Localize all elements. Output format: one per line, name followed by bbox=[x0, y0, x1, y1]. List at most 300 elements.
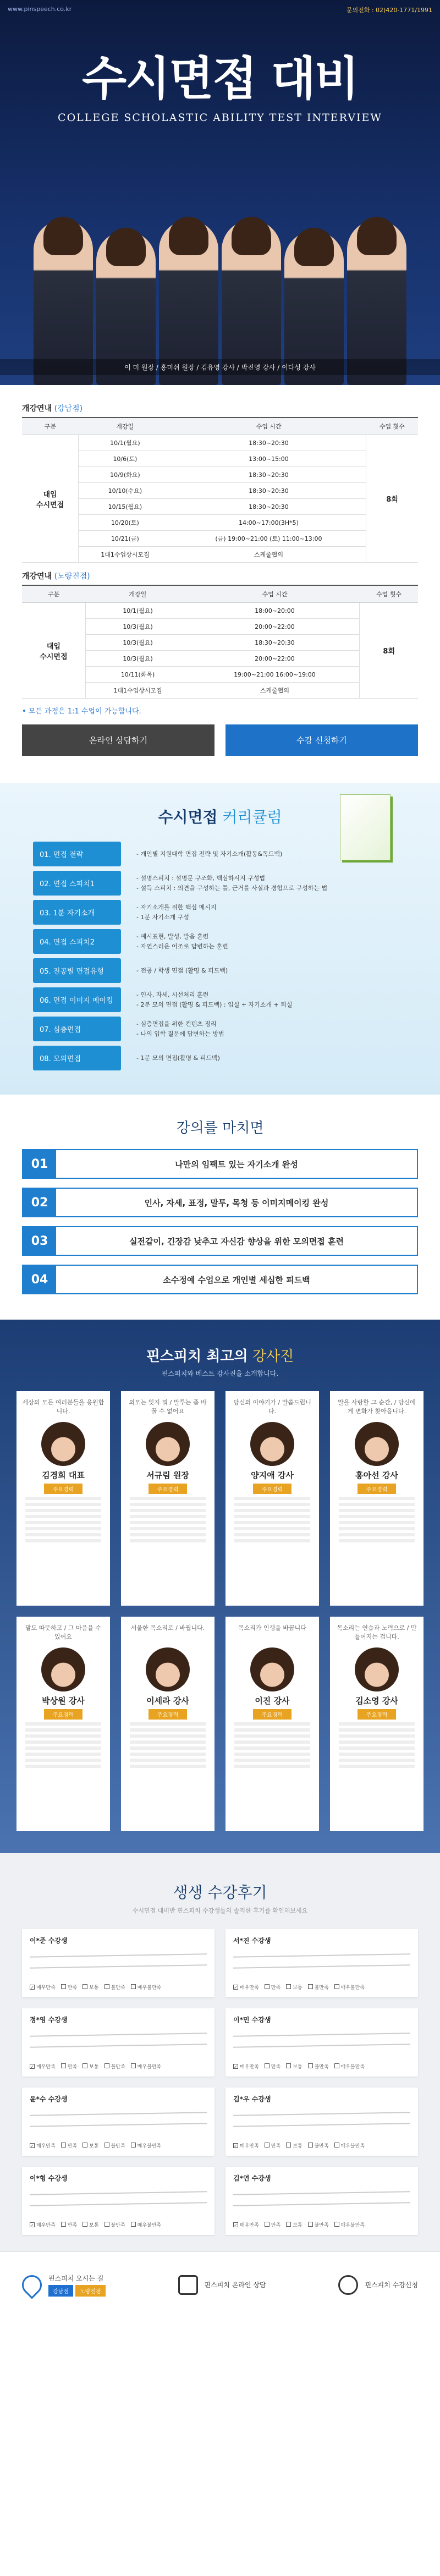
checkbox-icon: ✓ bbox=[30, 1985, 34, 1990]
nowon-schedule-table bbox=[22, 585, 418, 699]
career-line bbox=[339, 1753, 415, 1756]
career-line bbox=[234, 1497, 310, 1500]
rating-option: 만족 bbox=[265, 1984, 280, 1991]
career-line bbox=[25, 1533, 101, 1536]
outcome-text: 실전같이, 긴장감 낮추고 자신감 향상을 위한 모의면접 훈련 bbox=[129, 1236, 344, 1246]
career-line bbox=[339, 1539, 415, 1542]
online-consult-button[interactable]: 온라인 상담하기 bbox=[22, 724, 215, 756]
career-badge: 주요경력 bbox=[358, 1484, 396, 1494]
checkbox-icon bbox=[105, 2222, 109, 2227]
search-icon bbox=[338, 2275, 358, 2295]
career-line bbox=[25, 1753, 101, 1756]
teacher-photo bbox=[250, 1647, 294, 1691]
checkbox-icon bbox=[265, 2222, 270, 2227]
checkbox-icon bbox=[61, 1984, 66, 1989]
career-line bbox=[130, 1527, 206, 1530]
rating-option: 매우불만족 bbox=[334, 2142, 365, 2149]
career-line bbox=[25, 1521, 101, 1524]
outcome-text: 인사, 자세, 표정, 말투, 목청 등 이미지메이킹 완성 bbox=[144, 1198, 329, 1208]
review-card bbox=[22, 2167, 215, 2235]
checkbox-icon bbox=[61, 2143, 66, 2147]
gangnam-schedule-title: 개강연내 (강남점) bbox=[22, 404, 83, 413]
checkbox-icon: ✓ bbox=[30, 2223, 34, 2228]
checkbox-icon bbox=[286, 2143, 291, 2147]
curriculum-row bbox=[33, 987, 407, 1012]
checkbox-icon bbox=[334, 2063, 339, 2068]
start-date-cell: 10/3(월요) bbox=[85, 651, 190, 667]
class-time-cell: 18:30~20:30 bbox=[190, 635, 360, 651]
class-time-cell: 18:30~20:30 bbox=[172, 483, 366, 499]
teacher-tagline: 말도 따뜻하고 / 그 마음을 수 있어요 bbox=[25, 1624, 102, 1640]
rating-option: 매우불만족 bbox=[131, 2142, 161, 2149]
start-date-cell: 10/3(월요) bbox=[85, 635, 190, 651]
start-date-cell: 10/1(월요) bbox=[79, 435, 172, 451]
career-line bbox=[130, 1765, 206, 1768]
table-row bbox=[22, 531, 418, 547]
class-count: 8회 bbox=[366, 435, 418, 563]
gangnam-schedule-table bbox=[22, 417, 418, 563]
teacher-photo bbox=[355, 1647, 399, 1691]
outcome-number: 03 bbox=[23, 1227, 56, 1255]
teacher-tagline: 외모는 잊지 뭐 / 말투는 좀 바꿀 수 없어요 bbox=[129, 1399, 207, 1415]
outcome-row bbox=[22, 1149, 418, 1179]
site-url[interactable]: www.pinspeech.co.kr bbox=[8, 6, 72, 13]
rating-option: 매우불만족 bbox=[131, 1984, 161, 1991]
rating-option: 만족 bbox=[265, 2221, 280, 2228]
rating-option: 만족 bbox=[265, 2063, 280, 2070]
class-time-cell: 스케줄협의 bbox=[172, 547, 366, 563]
career-line bbox=[234, 1521, 310, 1524]
start-date-cell: 10/15(월요) bbox=[79, 499, 172, 515]
rating-option: 매우불만족 bbox=[334, 1984, 365, 1991]
handwritten-line bbox=[30, 1953, 207, 1958]
handwritten-line bbox=[233, 1964, 410, 1969]
career-line bbox=[234, 1509, 310, 1512]
career-line bbox=[25, 1539, 101, 1542]
checkbox-icon: ✓ bbox=[234, 2064, 238, 2069]
teacher-card[interactable] bbox=[330, 1617, 424, 1831]
checkbox-icon bbox=[131, 1984, 136, 1989]
class-time-cell: 20:00~22:00 bbox=[190, 651, 360, 667]
checkbox-icon bbox=[286, 1984, 291, 1989]
table-row bbox=[22, 483, 418, 499]
handwritten-line bbox=[233, 1953, 410, 1958]
career-line bbox=[234, 1759, 310, 1762]
rating-option: 불만족 bbox=[308, 2221, 329, 2228]
career-line bbox=[339, 1728, 415, 1732]
review-card bbox=[22, 2008, 215, 2077]
rating-option: 만족 bbox=[265, 2142, 280, 2149]
curriculum-row bbox=[33, 1046, 407, 1070]
handwritten-line bbox=[30, 2033, 207, 2037]
curriculum-label: 08. 모의면접 bbox=[33, 1046, 121, 1070]
handwritten-line bbox=[30, 2202, 207, 2206]
curriculum-label: 05. 전공별 면접유형 bbox=[33, 958, 121, 983]
review-card bbox=[226, 2008, 418, 2077]
table-row bbox=[22, 515, 418, 531]
handwritten-line bbox=[233, 2123, 410, 2127]
handwritten-line bbox=[30, 2191, 207, 2195]
outcome-number: 04 bbox=[23, 1266, 56, 1293]
checkbox-icon bbox=[286, 2222, 291, 2227]
career-line bbox=[339, 1515, 415, 1518]
rating-option: ✓ 매우만족 bbox=[234, 1985, 259, 1991]
checkbox-icon bbox=[334, 2222, 339, 2227]
career-line bbox=[25, 1728, 101, 1732]
class-time-cell: 스케줄협의 bbox=[190, 683, 360, 699]
class-time-cell: 18:00~20:00 bbox=[190, 603, 360, 619]
checkbox-icon bbox=[105, 1984, 109, 1989]
map-pin-icon bbox=[18, 2271, 46, 2299]
curriculum-desc: - 개인별 지원대학 면접 전략 및 자기소개(활동&독드백) bbox=[136, 850, 283, 858]
teacher-photo bbox=[355, 1422, 399, 1466]
start-date-cell: 10/20(토) bbox=[79, 515, 172, 531]
teacher-photo bbox=[41, 1422, 85, 1466]
class-count: 8회 bbox=[360, 603, 418, 699]
checkbox-icon bbox=[105, 2063, 109, 2068]
rating-option: 매우불만족 bbox=[334, 2221, 365, 2228]
checkbox-icon bbox=[82, 2222, 87, 2227]
career-line bbox=[130, 1746, 206, 1750]
review-card bbox=[22, 2088, 215, 2156]
reviewer-name: 이*형 수강생 bbox=[30, 2174, 68, 2182]
rating-checklist bbox=[30, 2221, 207, 2228]
career-line bbox=[234, 1740, 310, 1744]
rating-option: 보통 bbox=[82, 1984, 98, 1991]
review-card bbox=[22, 1929, 215, 1997]
teacher-photo bbox=[41, 1647, 85, 1691]
career-line bbox=[234, 1533, 310, 1536]
career-line bbox=[339, 1740, 415, 1744]
checkbox-icon bbox=[308, 2143, 313, 2147]
curriculum-label: 06. 면접 이미지 메이킹 bbox=[33, 987, 121, 1012]
career-line bbox=[339, 1509, 415, 1512]
curriculum-label: 07. 심층면접 bbox=[33, 1017, 121, 1041]
checkbox-icon bbox=[265, 1984, 270, 1989]
table-row bbox=[22, 467, 418, 483]
class-time-cell: 18:30~20:30 bbox=[172, 435, 366, 451]
outcome-row bbox=[22, 1188, 418, 1217]
start-date-cell: 10/21(금) bbox=[79, 531, 172, 547]
teacher-card[interactable] bbox=[226, 1391, 319, 1606]
checkbox-icon: ✓ bbox=[234, 1985, 238, 1990]
career-line bbox=[25, 1746, 101, 1750]
outcome-row bbox=[22, 1265, 418, 1294]
rating-option: 매우불만족 bbox=[131, 2063, 161, 2070]
handwritten-line bbox=[30, 2123, 207, 2127]
reviews-subtitle: 수시면접 대비반 핀스피치 수강생들의 솔직한 후기를 확인해보세요 bbox=[132, 1907, 308, 1914]
nowon-button[interactable]: 노량진점 bbox=[75, 2285, 106, 2297]
teachers-subtitle: 핀스피치와 베스트 강사진을 소개합니다. bbox=[161, 1370, 279, 1377]
teacher-tagline: 말을 사랑할 그 순간, / 당신에게 변화가 찾아옵니다. bbox=[338, 1399, 416, 1415]
checkbox-icon bbox=[334, 2143, 339, 2147]
teacher-card[interactable] bbox=[16, 1617, 110, 1831]
table-row bbox=[22, 435, 418, 451]
rating-option: 보통 bbox=[82, 2221, 98, 2228]
rating-option: ✓ 매우만족 bbox=[30, 1985, 56, 1991]
handwritten-line bbox=[233, 2044, 410, 2048]
rating-option: 보통 bbox=[82, 2142, 98, 2149]
start-date-cell: 10/1(월요) bbox=[85, 603, 190, 619]
checkbox-icon bbox=[82, 2143, 87, 2147]
after-section bbox=[0, 1095, 440, 1320]
rating-option: 보통 bbox=[286, 2221, 302, 2228]
career-line bbox=[25, 1509, 101, 1512]
curriculum-title: 수시면접 커리큘럼 bbox=[158, 808, 282, 826]
nowon-schedule-title: 개강연내 (노량진점) bbox=[22, 572, 90, 581]
class-time-cell: 19:00~21:00 16:00~19:00 bbox=[190, 667, 360, 683]
career-line bbox=[234, 1503, 310, 1506]
career-badge: 주요경력 bbox=[44, 1484, 82, 1494]
career-line bbox=[339, 1759, 415, 1762]
outcome-text: 소수정예 수업으로 개인별 세심한 피드백 bbox=[163, 1275, 310, 1285]
career-line bbox=[25, 1765, 101, 1768]
handwritten-line bbox=[30, 2112, 207, 2116]
rating-option: 만족 bbox=[61, 2142, 77, 2149]
checkbox-icon bbox=[265, 2143, 270, 2147]
class-time-cell: 18:30~20:30 bbox=[172, 467, 366, 483]
teacher-name: 이세라 강사 bbox=[146, 1696, 189, 1706]
apply-button[interactable]: 수강 신청하기 bbox=[226, 724, 418, 756]
career-line bbox=[339, 1521, 415, 1524]
career-line bbox=[25, 1734, 101, 1738]
teacher-card[interactable] bbox=[330, 1391, 424, 1606]
handwritten-line bbox=[233, 2202, 410, 2206]
career-line bbox=[234, 1515, 310, 1518]
curriculum-desc: - 전공 / 학생 면접 (활명 & 피드백) bbox=[136, 966, 228, 974]
rating-option: 보통 bbox=[286, 2142, 302, 2149]
career-line bbox=[339, 1722, 415, 1726]
start-date-cell: 1대1수업상시모집 bbox=[79, 547, 172, 563]
reviewer-name: 서*진 수강생 bbox=[233, 1937, 271, 1945]
career-line bbox=[130, 1753, 206, 1756]
apply-link[interactable]: 핀스피치 수강신청 bbox=[338, 2275, 418, 2295]
table-header: 수업 횟수 bbox=[360, 585, 418, 603]
career-badge: 주요경력 bbox=[44, 1709, 82, 1720]
checkbox-icon: ✓ bbox=[234, 2144, 238, 2149]
teacher-card[interactable] bbox=[16, 1391, 110, 1606]
rating-option: ✓ 매우만족 bbox=[234, 2064, 259, 2070]
instructor-photos bbox=[0, 209, 440, 385]
checkbox-icon bbox=[105, 2143, 109, 2147]
rating-option: 불만족 bbox=[105, 1984, 125, 1991]
reviewer-name: 정*영 수강생 bbox=[30, 2016, 68, 2024]
teacher-photo bbox=[146, 1422, 190, 1466]
career-line bbox=[130, 1740, 206, 1744]
hero-subtitle: COLLEGE SCHOLASTIC ABILITY TEST INTERVIEW bbox=[58, 112, 382, 124]
career-line bbox=[130, 1533, 206, 1536]
career-line bbox=[339, 1503, 415, 1506]
table-header: 개강일 bbox=[79, 418, 172, 435]
review-card bbox=[226, 2167, 418, 2235]
career-line bbox=[130, 1515, 206, 1518]
handwritten-line bbox=[30, 1964, 207, 1969]
reviews-title: 생생 수강후기 bbox=[173, 1883, 267, 1902]
top-bar bbox=[0, 0, 440, 20]
curriculum-row bbox=[33, 929, 407, 954]
rating-option: 보통 bbox=[286, 1984, 302, 1991]
teacher-photo bbox=[250, 1422, 294, 1466]
checkbox-icon bbox=[308, 1984, 313, 1989]
hero-title: 수시면접 대비 bbox=[81, 52, 359, 106]
table-row bbox=[22, 499, 418, 515]
teachers-section bbox=[0, 1320, 440, 1853]
start-date-cell: 10/6(토) bbox=[79, 451, 172, 467]
career-badge: 주요경력 bbox=[148, 1709, 187, 1720]
reviewer-name: 김*연 수강생 bbox=[233, 2174, 271, 2182]
rating-option: ✓ 매우만족 bbox=[234, 2144, 259, 2149]
rating-option: 불만족 bbox=[308, 2142, 329, 2149]
career-line bbox=[234, 1753, 310, 1756]
table-header: 수업 시간 bbox=[190, 585, 360, 603]
rating-option: ✓ 매우만족 bbox=[30, 2064, 56, 2070]
table-row bbox=[22, 603, 418, 619]
teacher-card[interactable] bbox=[121, 1617, 215, 1831]
rating-option: 불만족 bbox=[105, 2221, 125, 2228]
review-card bbox=[226, 1929, 418, 1997]
location-link[interactable]: 핀스피치 오시는 길 강남점 노량진점 bbox=[22, 2273, 106, 2297]
rating-option: 불만족 bbox=[308, 1984, 329, 1991]
career-line bbox=[25, 1759, 101, 1762]
teacher-tagline: 당신의 이야기가 / 말씀드립니다. bbox=[233, 1399, 311, 1415]
career-line bbox=[234, 1527, 310, 1530]
start-date-cell: 1대1수업상시모집 bbox=[85, 683, 190, 699]
curriculum-desc: - 심층면접을 위한 컨텐츠 정리 - 나의 입학 질문에 답변하는 방법 bbox=[136, 1020, 224, 1037]
reviewer-name: 윤*수 수강생 bbox=[30, 2095, 68, 2103]
class-time-cell: 13:00~15:00 bbox=[172, 451, 366, 467]
career-line bbox=[25, 1527, 101, 1530]
curriculum-desc: - 인사, 자세, 시선처리 훈련 - 2분 모의 면접 (활명 & 피드백) : 입실 + 자기소개 + 퇴실 bbox=[136, 991, 293, 1008]
book-image bbox=[340, 794, 391, 860]
career-line bbox=[130, 1503, 206, 1506]
rating-option: 만족 bbox=[61, 1984, 77, 1991]
rating-option: 보통 bbox=[286, 2063, 302, 2070]
rating-checklist bbox=[233, 2063, 410, 2070]
outcome-number: 02 bbox=[23, 1189, 56, 1216]
table-row bbox=[22, 451, 418, 467]
after-title: 강의를 마치면 bbox=[176, 1120, 264, 1136]
checkbox-icon bbox=[61, 2222, 66, 2227]
checkbox-icon: ✓ bbox=[30, 2144, 34, 2149]
teacher-tagline: 서울한 목소리로 / 바뀝니다. bbox=[130, 1624, 205, 1632]
teacher-name: 서규림 원장 bbox=[146, 1470, 189, 1480]
career-line bbox=[234, 1728, 310, 1732]
course-group: 대입 수시면접 bbox=[22, 603, 85, 699]
career-line bbox=[25, 1497, 101, 1500]
career-line bbox=[25, 1515, 101, 1518]
curriculum-desc: - 자기소개를 위한 핵심 메시지 - 1분 자기소개 구성 bbox=[136, 903, 217, 921]
career-line bbox=[130, 1722, 206, 1726]
class-time-cell: 14:00~17:00(3H*5) bbox=[172, 515, 366, 531]
career-badge: 주요경력 bbox=[253, 1484, 292, 1494]
table-header: 개강일 bbox=[85, 585, 190, 603]
table-row bbox=[22, 547, 418, 563]
checkbox-icon bbox=[131, 2143, 136, 2147]
table-header: 구분 bbox=[22, 585, 85, 603]
career-line bbox=[339, 1734, 415, 1738]
curriculum-desc: - 1분 모의 면접(활명 & 피드백) bbox=[136, 1054, 220, 1062]
rating-checklist bbox=[30, 2142, 207, 2149]
class-time-cell: 20:00~22:00 bbox=[190, 619, 360, 635]
rating-option: 매우불만족 bbox=[334, 2063, 365, 2070]
checkbox-icon bbox=[61, 2063, 66, 2068]
curriculum-row bbox=[33, 871, 407, 896]
career-line bbox=[25, 1503, 101, 1506]
curriculum-label: 02. 면접 스피치1 bbox=[33, 871, 121, 896]
teacher-card[interactable] bbox=[226, 1617, 319, 1831]
hero-banner bbox=[0, 0, 440, 385]
career-line bbox=[130, 1728, 206, 1732]
teacher-name: 이진 강사 bbox=[255, 1696, 290, 1706]
rating-checklist bbox=[30, 1984, 207, 1991]
rating-checklist bbox=[233, 2221, 410, 2228]
checkbox-icon bbox=[265, 2063, 270, 2068]
checkbox-icon bbox=[131, 2063, 136, 2068]
teacher-name: 김경희 대표 bbox=[42, 1470, 85, 1480]
curriculum-row bbox=[33, 1017, 407, 1041]
curriculum-label: 04. 면접 스피치2 bbox=[33, 929, 121, 954]
gangnam-button[interactable]: 강남점 bbox=[48, 2285, 73, 2297]
rating-checklist bbox=[233, 2142, 410, 2149]
review-card bbox=[226, 2088, 418, 2156]
rating-option: 보통 bbox=[82, 2063, 98, 2070]
rating-option: ✓ 매우만족 bbox=[30, 2223, 56, 2228]
rating-option: 만족 bbox=[61, 2221, 77, 2228]
course-group: 대입 수시면접 bbox=[22, 435, 79, 563]
handwritten-line bbox=[30, 2044, 207, 2048]
handwritten-line bbox=[233, 2033, 410, 2037]
outcome-number: 01 bbox=[23, 1150, 56, 1178]
curriculum-section bbox=[0, 783, 440, 1095]
handwritten-line bbox=[233, 2191, 410, 2195]
career-line bbox=[339, 1746, 415, 1750]
outcome-text: 나만의 임팩트 있는 자기소개 완성 bbox=[175, 1159, 298, 1169]
reviewer-name: 이*준 수강생 bbox=[30, 1937, 68, 1945]
checkbox-icon: ✓ bbox=[234, 2223, 238, 2228]
checkbox-icon bbox=[131, 2222, 136, 2227]
class-time-cell: 18:30~20:30 bbox=[172, 499, 366, 515]
career-line bbox=[234, 1746, 310, 1750]
teacher-tagline: 목소리는 연습과 노력으로 / 만들어지는 겁니다. bbox=[337, 1624, 417, 1640]
teacher-card[interactable] bbox=[121, 1391, 215, 1606]
handwritten-line bbox=[233, 2112, 410, 2116]
start-date-cell: 10/3(월요) bbox=[85, 619, 190, 635]
rating-option: ✓ 매우만족 bbox=[234, 2223, 259, 2228]
outcome-row bbox=[22, 1226, 418, 1256]
checkbox-icon bbox=[82, 1984, 87, 1989]
curriculum-label: 03. 1분 자기소개 bbox=[33, 900, 121, 925]
career-badge: 주요경력 bbox=[358, 1709, 396, 1720]
teacher-photo bbox=[146, 1647, 190, 1691]
start-date-cell: 10/10(수요) bbox=[79, 483, 172, 499]
career-line bbox=[339, 1527, 415, 1530]
table-header: 구분 bbox=[22, 418, 79, 435]
teacher-name: 박상원 강사 bbox=[42, 1696, 85, 1706]
career-line bbox=[130, 1497, 206, 1500]
career-line bbox=[234, 1722, 310, 1726]
career-line bbox=[339, 1497, 415, 1500]
consult-link[interactable]: 핀스피치 온라인 상담 bbox=[178, 2275, 266, 2295]
teacher-name: 홍아선 강사 bbox=[355, 1470, 398, 1480]
teacher-tagline: 세상의 모든 여러분들을 응원합니다. bbox=[22, 1399, 105, 1415]
career-line bbox=[234, 1734, 310, 1738]
career-line bbox=[130, 1521, 206, 1524]
teacher-name: 김소영 강사 bbox=[355, 1696, 398, 1706]
checkbox-icon bbox=[308, 2222, 313, 2227]
career-line bbox=[130, 1734, 206, 1738]
rating-option: 불만족 bbox=[308, 2063, 329, 2070]
checkbox-icon: ✓ bbox=[30, 2064, 34, 2069]
